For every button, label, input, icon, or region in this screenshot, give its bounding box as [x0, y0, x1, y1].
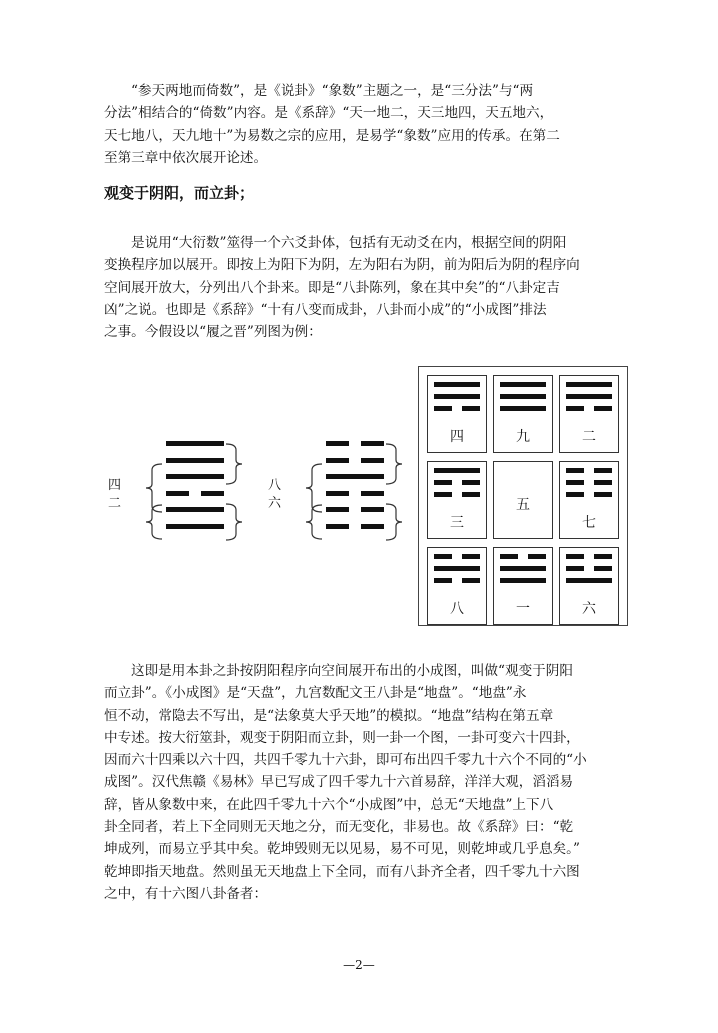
text-line: 辞，皆从象数中来，在此四千零九十六个“小成图”中，总无“天地盘”上下八 — [104, 796, 554, 813]
grid-cell — [493, 375, 553, 453]
grid-cell-number: 五 — [516, 497, 530, 513]
yin-line-segment — [462, 554, 480, 559]
text-line: 卦全同者，若上下全同则无天地之分，而无变化，非易也。故《系辞》曰：“乾 — [104, 819, 574, 836]
yang-line — [166, 474, 224, 479]
paragraph-explanation — [104, 232, 624, 343]
yang-line — [500, 578, 546, 583]
yin-line-segment — [594, 468, 612, 473]
yin-line-segment — [434, 578, 452, 583]
text-line: 中专述。按大衍筮卦，观变于阴阳而立卦，则一卦一个图，一卦可变六十四卦， — [104, 729, 580, 746]
brace-left-bottom — [146, 505, 162, 539]
grid-cell — [493, 547, 553, 625]
yang-line — [166, 524, 224, 529]
text-line: 变换程序加以展开。即按上为阳下为阴，左为阳右为阴，前为阳后为阴的程序向 — [104, 257, 580, 274]
grid-cell — [493, 461, 553, 539]
yin-line-segment — [434, 480, 452, 485]
text-line: 分法”相结合的“倚数”内容。是《系辞》“天一地二，天三地四，天五地六， — [104, 105, 554, 122]
grid-cell — [559, 547, 619, 625]
yang-line — [434, 382, 480, 387]
grid-cell — [427, 461, 487, 539]
paragraph-intro — [104, 80, 624, 169]
grid-cell-number: 三 — [450, 515, 464, 531]
yang-line — [434, 468, 480, 473]
yin-line-segment — [201, 491, 224, 496]
text-line: 是说用“大衍数”筮得一个六爻卦体，包括有无动爻在内，根据空间的阴阳 — [131, 235, 567, 251]
figure-label-mid-bottom: 六 — [268, 496, 282, 511]
grid-cell-number: 四 — [450, 429, 464, 445]
yin-line-segment — [361, 524, 384, 529]
text-line: 天七地八，天九地十”为易数之宗的应用，是易学“象数”应用的传承。在第二 — [104, 127, 560, 144]
yang-line — [500, 394, 546, 399]
brace-left-top — [146, 464, 162, 512]
text-line: 恒不动，常隐去不写出，是“法象莫大乎天地”的模拟。“地盘”结构在第五章 — [104, 707, 554, 724]
yang-line — [326, 474, 384, 479]
yin-line-segment — [326, 491, 349, 496]
text-line: 而立卦”。《小成图》是“天盘”，九宫数配文王八卦是“地盘”。“地盘”永 — [104, 685, 527, 702]
page-number: —2— — [343, 958, 375, 972]
yang-line — [434, 394, 480, 399]
yang-line — [566, 394, 612, 399]
section-heading: 观变于阴阳，而立卦； — [104, 184, 255, 202]
yang-line — [166, 507, 224, 512]
figure-label-left-top: 四 — [108, 478, 122, 493]
yang-line — [566, 578, 612, 583]
text-line: 因而六十四乘以六十四，共四千零九十六卦，即可布出四千零九十六个不同的“小 — [104, 752, 587, 769]
grid-cell — [559, 461, 619, 539]
text-line: 之中，有十六图八卦备者： — [104, 885, 268, 902]
grid-cell-number: 六 — [582, 601, 596, 617]
yang-line — [500, 566, 546, 571]
yang-line — [500, 382, 546, 387]
yang-line — [434, 566, 480, 571]
grid-cell — [559, 375, 619, 453]
yin-line-segment — [361, 441, 384, 446]
yin-line-segment — [326, 524, 349, 529]
yang-line — [500, 406, 546, 411]
yin-line-segment — [326, 507, 349, 512]
grid-cell-number: 一 — [516, 601, 530, 617]
yin-line-segment — [326, 458, 349, 463]
yin-line-segment — [434, 492, 452, 497]
grid-cell-number: 八 — [450, 601, 464, 617]
yin-line-segment — [594, 554, 612, 559]
yin-line-segment — [566, 566, 584, 571]
yin-line-segment — [462, 492, 480, 497]
yin-line-segment — [434, 406, 452, 411]
grid-cell-number: 七 — [582, 515, 596, 531]
text-line: “参天两地而倚数”，是《说卦》“象数”主题之一，是“三分法”与“两 — [131, 83, 534, 99]
figure-label-mid-top: 八 — [268, 478, 282, 493]
brace-mid-top — [306, 464, 322, 512]
yin-line-segment — [166, 491, 189, 496]
text-line: 之事。今假设以“履之晋”列图为例： — [104, 324, 322, 341]
yin-line-segment — [566, 554, 584, 559]
yang-line — [566, 382, 612, 387]
text-line: 成图”。汉代焦赣《易林》早已写成了四千零九十六首易辞，洋洋大观，滔滔易 — [104, 774, 574, 791]
yin-line-segment — [594, 492, 612, 497]
yin-line-segment — [566, 468, 584, 473]
yin-line-segment — [500, 554, 518, 559]
text-line: 至第三章中依次展开论述。 — [104, 149, 268, 166]
yin-line-segment — [566, 406, 584, 411]
brace-left-top-right — [226, 444, 242, 484]
yin-line-segment — [566, 480, 584, 485]
paragraph-conclusion — [104, 660, 624, 905]
yin-line-segment — [462, 480, 480, 485]
yang-line — [166, 441, 224, 446]
xiaocheng-grid — [418, 366, 628, 626]
brace-mid-bottom-right — [386, 504, 402, 540]
text-line: 乾坤即指天地盘。然则虽无天地盘上下全同，而有八卦齐全者，四千零九十六图 — [104, 863, 580, 880]
yin-line-segment — [594, 566, 612, 571]
yin-line-segment — [361, 491, 384, 496]
yin-line-segment — [462, 406, 480, 411]
yin-line-segment — [594, 480, 612, 485]
yin-line-segment — [361, 507, 384, 512]
brace-mid-top-right — [386, 444, 402, 484]
grid-cell — [427, 375, 487, 453]
yin-line-segment — [566, 492, 584, 497]
text-line: 坤成列，而易立乎其中矣。乾坤毁则无以见易，易不可见，则乾坤或几乎息矣。” — [104, 841, 580, 858]
yang-line — [166, 458, 224, 463]
grid-cell-number: 九 — [516, 429, 530, 445]
yin-line-segment — [594, 406, 612, 411]
brace-left-bottom-right — [226, 504, 242, 540]
yin-line-segment — [462, 578, 480, 583]
yin-line-segment — [528, 554, 546, 559]
text-line: 这即是用本卦之卦按阴阳程序向空间展开布出的小成图，叫做“观变于阴阳 — [131, 663, 573, 679]
yin-line-segment — [326, 441, 349, 446]
text-line: 凶”之说。也即是《系辞》“十有八变而成卦，八卦而小成”的“小成图”排法 — [104, 301, 547, 318]
grid-cell-number: 二 — [582, 429, 596, 445]
figure-label-left-bottom: 二 — [108, 496, 122, 511]
yin-line-segment — [361, 458, 384, 463]
yin-line-segment — [434, 554, 452, 559]
grid-cell — [427, 547, 487, 625]
brace-mid-bottom — [306, 505, 322, 539]
text-line: 空间展开放大，分列出八个卦来。即是“八卦陈列，象在其中矣”的“八卦定吉 — [104, 279, 560, 296]
